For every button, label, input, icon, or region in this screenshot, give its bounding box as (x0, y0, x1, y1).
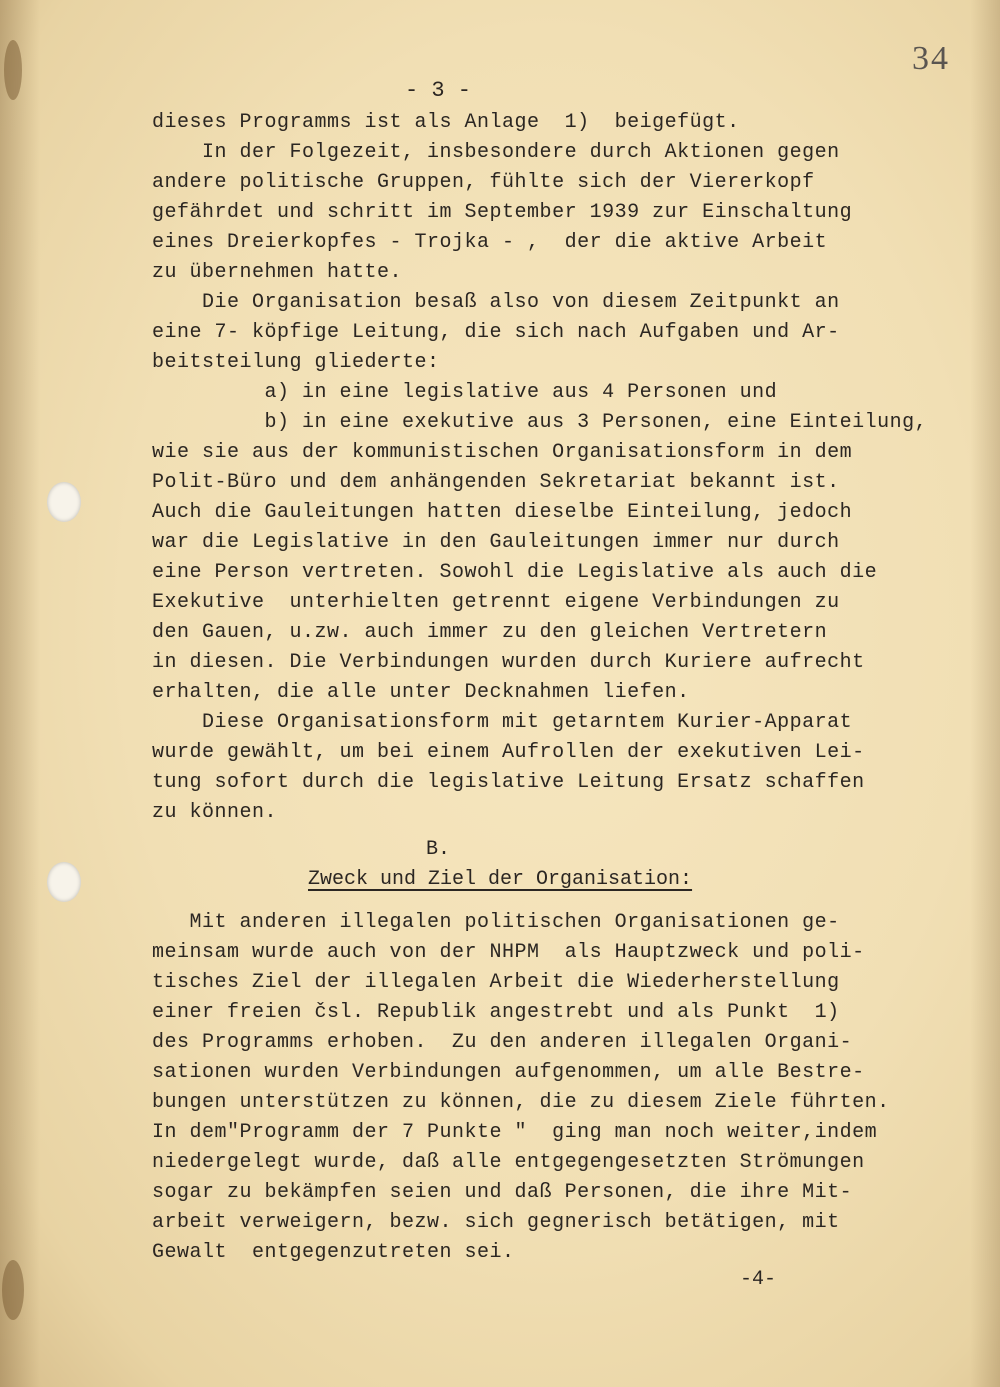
text-line: Gewalt entgegenzutreten sei. (152, 1241, 515, 1264)
text-line: beitsteilung gliederte: (152, 351, 440, 374)
list-item: b) in eine exekutive aus 3 Personen, eine Einteilung, (152, 411, 928, 434)
list-item: a) in eine legislative aus 4 Personen und (152, 381, 778, 404)
text-line: gefährdet und schritt im September 1939 zur Einschaltung (152, 201, 853, 224)
text-line: andere politische Gruppen, fühlte sich der Viererkopf (152, 171, 815, 194)
text-line: wie sie aus der kommunistischen Organisationsform in dem (152, 441, 853, 464)
text-line: bungen unterstützen zu können, die zu diesem Ziele führten. (152, 1091, 890, 1114)
text-line: war die Legislative in den Gauleitungen immer nur durch (152, 531, 840, 554)
section-heading-letter: B. (426, 838, 451, 861)
punch-hole (47, 862, 81, 902)
text-line: tisches Ziel der illegalen Arbeit die Wiederherstellung (152, 971, 840, 994)
text-line: Die Organisation besaß also von diesem Zeitpunkt an (152, 291, 840, 314)
text-line: eines Dreierkopfes - Trojka - , der die aktive Arbeit (152, 231, 828, 254)
folio-number: 34 (912, 40, 950, 77)
text-line: In dem"Programm der 7 Punkte " ging man noch weiter,indem (152, 1121, 878, 1144)
text-line: In der Folgezeit, insbesondere durch Aktionen gegen (152, 141, 840, 164)
text-line: sogar zu bekämpfen seien und daß Personen, die ihre Mit- (152, 1181, 853, 1204)
text-line: erhalten, die alle unter Decknahmen liefen. (152, 681, 690, 704)
punch-hole (47, 482, 81, 522)
text-line: dieses Programms ist als Anlage 1) beigefügt. (152, 111, 740, 134)
text-line: niedergelegt wurde, daß alle entgegengesetzten Strömungen (152, 1151, 865, 1174)
text-line: wurde gewählt, um bei einem Aufrollen der exekutiven Lei- (152, 741, 865, 764)
paper-stain (2, 1260, 24, 1320)
text-line: meinsam wurde auch von der NHPM als Hauptzweck und poli- (152, 941, 865, 964)
text-line: Mit anderen illegalen politischen Organisationen ge- (152, 911, 840, 934)
text-line: tung sofort durch die legislative Leitung Ersatz schaffen (152, 771, 865, 794)
section-title: Zweck und Ziel der Organisation: (308, 868, 693, 891)
text-line: in diesen. Die Verbindungen wurden durch Kuriere aufrecht (152, 651, 865, 674)
text-line: Auch die Gauleitungen hatten dieselbe Einteilung, jedoch (152, 501, 853, 524)
text-line: zu können. (152, 801, 278, 824)
text-line: zu übernehmen hatte. (152, 261, 403, 284)
next-page-marker: -4- (740, 1268, 777, 1291)
text-line: des Programms erhoben. Zu den anderen illegalen Organi- (152, 1031, 853, 1054)
text-line: arbeit verweigern, bezw. sich gegnerisch betätigen, mit (152, 1211, 840, 1234)
text-line: eine 7- köpfige Leitung, die sich nach Aufgaben und Ar- (152, 321, 840, 344)
text-line: eine Person vertreten. Sowohl die Legislative als auch die (152, 561, 878, 584)
text-line: einer freien čsl. Republik angestrebt und als Punkt 1) (152, 1001, 840, 1024)
text-line: Exekutive unterhielten getrennt eigene Verbindungen zu (152, 591, 840, 614)
text-line: Polit-Büro und dem anhängenden Sekretariat bekannt ist. (152, 471, 840, 494)
text-line: sationen wurden Verbindungen aufgenommen, um alle Bestre- (152, 1061, 865, 1084)
paper-stain (4, 40, 22, 100)
page-number: - 3 - (405, 78, 472, 103)
text-line: Diese Organisationsform mit getarntem Kurier-Apparat (152, 711, 853, 734)
paper-edge-shadow (0, 0, 40, 1387)
paper-edge-shadow (970, 0, 1000, 1387)
text-line: den Gauen, u.zw. auch immer zu den gleichen Vertretern (152, 621, 828, 644)
